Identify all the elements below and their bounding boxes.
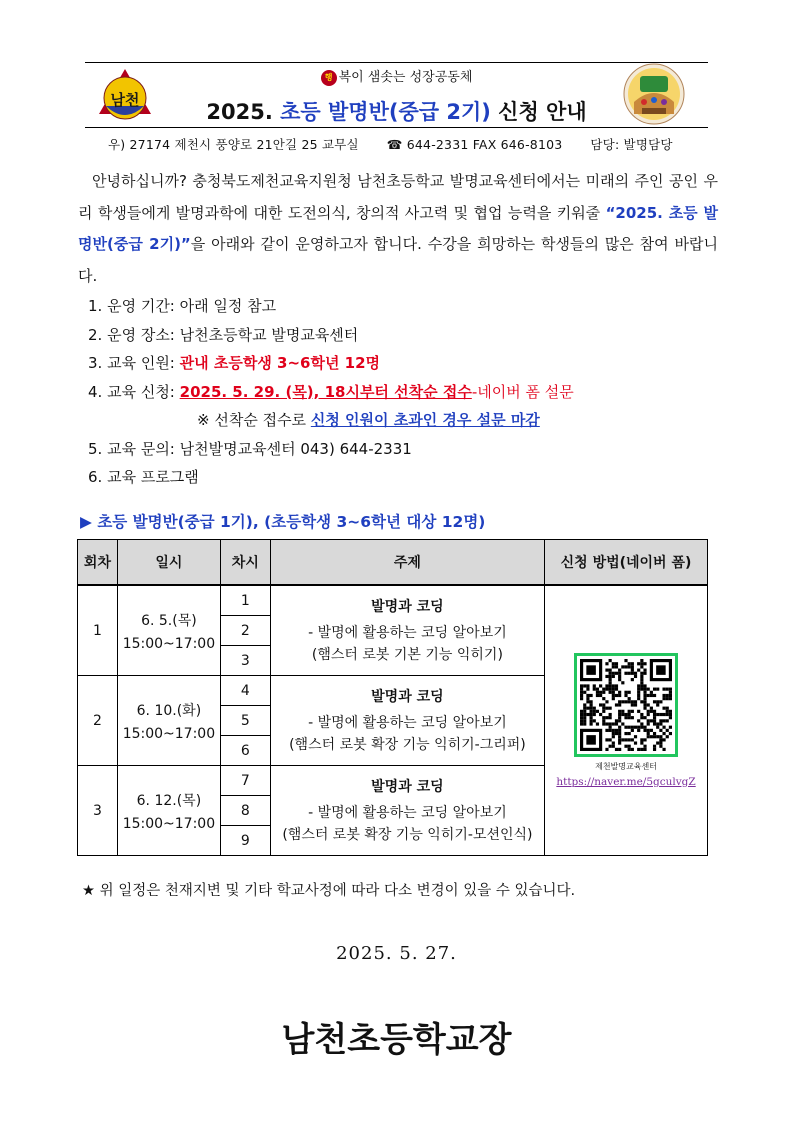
address-line (108, 135, 673, 153)
intro-highlight: “2025. 초등 발명반(중급 2기)” (78, 203, 718, 253)
qr-code-icon[interactable] (574, 653, 678, 757)
svg-text:남천: 남천 (110, 91, 140, 109)
list-item (88, 378, 574, 407)
list-item (88, 435, 574, 464)
round-number: 1 (78, 585, 118, 676)
topic-line: (햄스터 로봇 확장 기능 익히기-모션인식) (282, 826, 533, 843)
header-datetime: 일시 (117, 540, 220, 586)
title-highlight: 초등 발명반(중급 2기) (280, 100, 491, 124)
round-datetime (117, 585, 220, 676)
apply-method-cell (545, 585, 708, 856)
note-highlight: 신청 인원이 초과인 경우 설문 마감 (310, 411, 540, 429)
list-item (88, 292, 574, 321)
info-list (88, 292, 574, 492)
period-number: 8 (220, 796, 270, 826)
section-title: ▶ 초등 발명반(중급 1기), (초등학생 3~6학년 대상 12명) (80, 513, 486, 531)
topic-title: 발명과 코딩 (371, 778, 444, 795)
address: 우) 27174 제천시 풍양로 21안길 25 교무실 (108, 137, 359, 152)
item-value: 남천초등학교 발명교육센터 (179, 325, 359, 344)
topic-line: (햄스터 로봇 확장 기능 익히기-그리퍼) (289, 736, 526, 753)
slogan (0, 66, 793, 86)
item-label: 1. 운영 기간: (88, 297, 180, 315)
schedule-table (77, 539, 708, 856)
item-value-enrollment: 관내 초등학생 3~6학년 12명 (179, 354, 381, 372)
schedule-note: ★ 위 일정은 천재지변 및 기타 학교사정에 따라 다소 변경이 있을 수 있습니다. (82, 883, 576, 899)
session-time: 15:00~17:00 (122, 635, 216, 652)
round-datetime (117, 676, 220, 766)
period-number: 2 (220, 616, 270, 646)
topic-cell (270, 766, 544, 856)
item-value: 남천발명교육센터 043) 644-2331 (179, 439, 412, 458)
intro-paragraph (78, 166, 718, 292)
table-header-row (78, 540, 708, 586)
header-top-rule (85, 62, 708, 63)
item-value-suffix: -네이버 폼 설문 (471, 382, 574, 401)
title-prefix: 2025. (206, 100, 281, 124)
item-label: 3. 교육 인원: (88, 354, 180, 372)
period-number: 1 (220, 585, 270, 616)
round-datetime (117, 766, 220, 856)
list-item (88, 349, 574, 378)
intro-line1: 안녕하십니까? 충청북도제천교육지원청 남천초등학교 발명교육센터에서는 미래의 주인 공인 우리 학생들에게 발명과학에 대한 도전의식, 창의적 사고력 및 협업 능력을 키워줄 (78, 172, 718, 222)
topic-line: - 발명에 활용하는 코딩 알아보기 (308, 714, 507, 731)
note-prefix: ※ 선착순 접수로 (197, 411, 311, 429)
slogan-text: 복이 샘솟는 성장공동체 (338, 70, 473, 85)
topic-cell (270, 585, 544, 676)
session-date: 6. 12.(목) (136, 792, 202, 809)
phone-fax: ☎ 644-2331 FAX 646-8103 (386, 137, 563, 152)
period-number: 6 (220, 736, 270, 766)
session-time: 15:00~17:00 (122, 815, 216, 832)
period-number: 3 (220, 646, 270, 676)
header-topic: 주제 (270, 540, 544, 586)
period-number: 4 (220, 676, 270, 706)
item-label: 6. 교육 프로그램 (88, 468, 199, 486)
item-label: 4. 교육 신청: (88, 382, 180, 401)
topic-title: 발명과 코딩 (371, 598, 444, 615)
header-bottom-rule (85, 127, 708, 128)
table-row (78, 585, 708, 616)
session-time: 15:00~17:00 (122, 725, 216, 742)
item-value-application: 2025. 5. 29. (목), 18시부터 선착순 접수 (179, 382, 472, 401)
period-number: 7 (220, 766, 270, 796)
item-label: 2. 운영 장소: (88, 325, 180, 344)
page-title (0, 96, 793, 126)
title-suffix: 신청 안내 (490, 100, 587, 124)
list-item (88, 463, 574, 492)
topic-line: - 발명에 활용하는 코딩 알아보기 (308, 804, 507, 821)
topic-title: 발명과 코딩 (371, 688, 444, 705)
topic-cell (270, 676, 544, 766)
list-item-note (88, 406, 574, 435)
happiness-badge-icon: 행 (321, 70, 337, 86)
item-label: 5. 교육 문의: (88, 439, 180, 458)
period-number: 9 (220, 826, 270, 856)
session-date: 6. 5.(목) (141, 612, 197, 629)
header-apply-method: 신청 방법(네이버 폼) (545, 540, 708, 586)
session-date: 6. 10.(화) (136, 702, 202, 719)
round-number: 3 (78, 766, 118, 856)
signer: 남천초등학교장 (281, 1020, 512, 1060)
round-number: 2 (78, 676, 118, 766)
intro-line2: 을 아래와 같이 운영하고자 합니다. 수강을 희망하는 학생들의 많은 참여 바랍니다. (78, 235, 718, 285)
naver-form-link[interactable]: https://naver.me/5gculvgZ (556, 776, 696, 788)
list-item (88, 321, 574, 350)
header-period: 차시 (220, 540, 270, 586)
topic-line: (햄스터 로봇 기본 기능 익히기) (311, 646, 503, 663)
document-date: 2025. 5. 27. (336, 943, 457, 964)
qr-caption: 제천발명교육센터 (595, 762, 657, 771)
qr-code-graphic (580, 659, 672, 751)
topic-line: - 발명에 활용하는 코딩 알아보기 (308, 624, 507, 641)
item-value: 아래 일정 참고 (179, 297, 277, 315)
period-number: 5 (220, 706, 270, 736)
contact-person: 담당: 발명담당 (590, 137, 673, 152)
header-round: 회차 (78, 540, 118, 586)
